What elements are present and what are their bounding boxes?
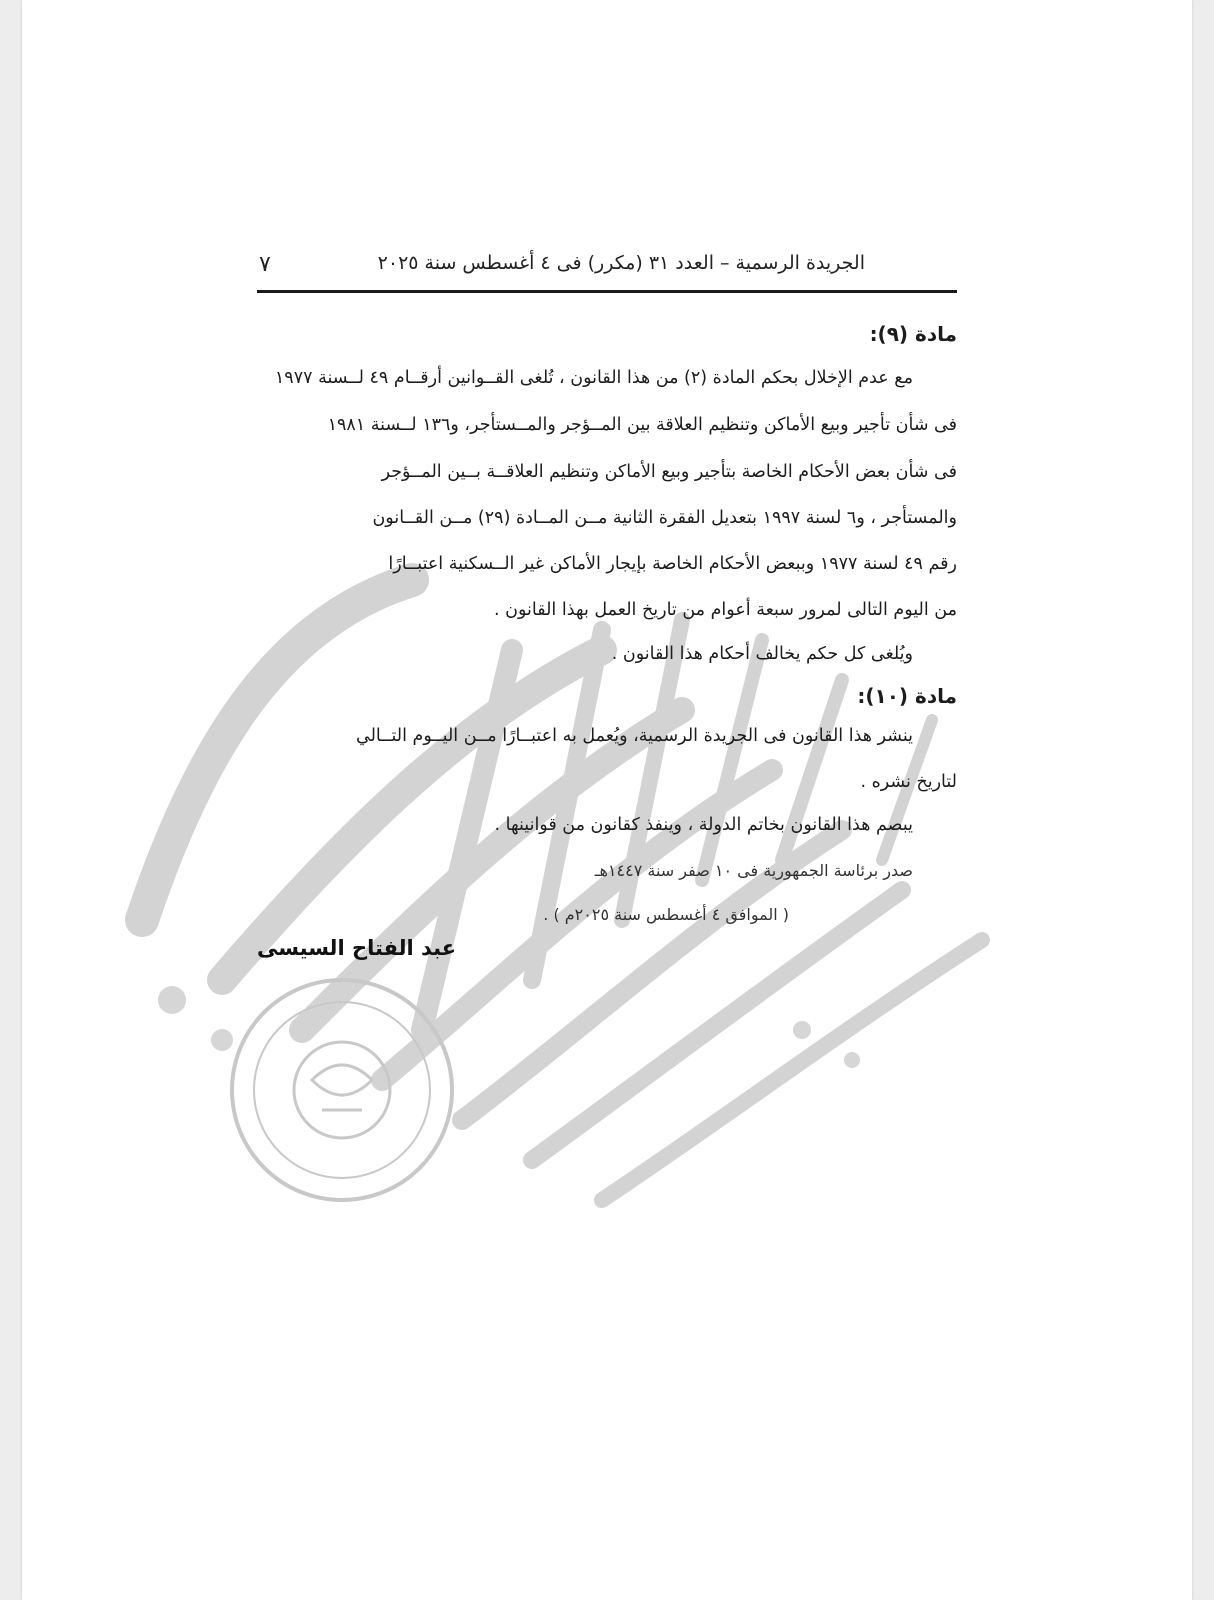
article-9 [257,322,957,742]
issue-date: صدر برئاسة الجمهورية فى ١٠ صفر سنة ١٤٤٧هـ [594,861,913,880]
article-9-heading: مادة (٩): [869,322,957,346]
article-9-line: من اليوم التالى لمرور سبعة أعوام من تاريخ العمل بهذا القانون . [494,600,957,620]
article-9-line: فى شأن تأجير وبيع الأماكن وتنظيم العلاقة بين المــؤجر والمــستأجر، و١٣٦ لــسنة ١٩٨١ [327,415,957,435]
article-9-line: فى شأن بعض الأحكام الخاصة بتأجير وبيع الأماكن وتنظيم العلاقــة بــين المــؤجر [381,462,957,482]
article-9-line: رقم ٤٩ لسنة ١٩٧٧ وببعض الأحكام الخاصة بإيجار الأماكن غير الــسكنية اعتبــارًا [388,554,957,574]
article-10 [257,684,957,804]
article-10-heading: مادة (١٠): [857,684,957,708]
page-number: ٧ [259,252,271,277]
president-signature: عبد الفتاح السيسى [257,936,457,960]
gazette-title: الجريدة الرسمية – العدد ٣١ (مكرر) فى ٤ أغسطس سنة ٢٠٢٥ [377,252,865,274]
seal-statement: يبصم هذا القانون بخاتم الدولة ، وينفذ كقانون من قوانينها . [494,815,913,835]
article-10-line: ينشر هذا القانون فى الجريدة الرسمية، ويُعمل به اعتبــارًا مــن اليــوم التــالي [356,726,913,746]
document-page [22,0,1192,1600]
article-9-line: مع عدم الإخلال بحكم المادة (٢) من هذا القانون ، تُلغى القــوانين أرقــام ٤٩ لــسنة ١٩٧٧ [274,368,913,388]
article-9-line: والمستأجر ، و٦ لسنة ١٩٩٧ بتعديل الفقرة الثانية مــن المــادة (٢٩) مــن القــانون [372,508,957,528]
article-9-closing: ويُلغى كل حكم يخالف أحكام هذا القانون . [611,644,913,664]
page-header [257,246,957,293]
closing-block [257,815,957,935]
gregorian-date: ( الموافق ٤ أغسطس سنة ٢٠٢٥م ) . [543,905,789,924]
article-10-line: لتاريخ نشره . [860,772,957,792]
document-content [22,0,1192,1600]
